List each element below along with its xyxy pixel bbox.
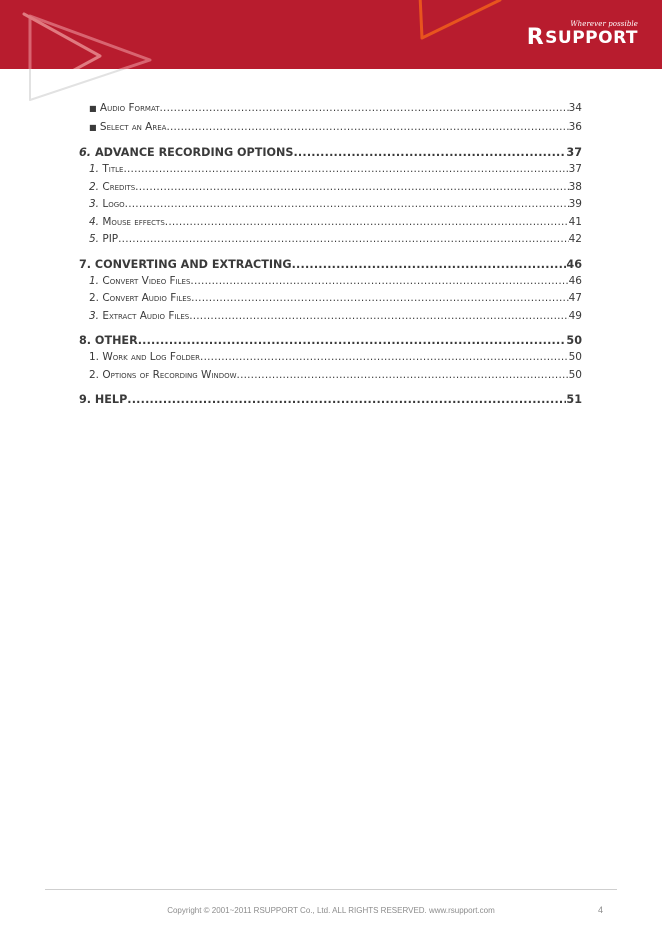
- toc-dot-leader: [165, 214, 569, 232]
- toc-entry-title: 9. HELP: [79, 393, 128, 406]
- toc-dot-leader: [123, 161, 568, 179]
- toc-page-number: 34: [568, 102, 582, 114]
- toc-entry[interactable]: [79, 273, 582, 291]
- toc-dot-leader: [293, 144, 566, 161]
- toc-page-number: 46: [568, 274, 582, 287]
- page-number: 4: [598, 905, 604, 915]
- toc-entry[interactable]: [79, 161, 582, 179]
- toc-entry-title: 2. Options of Recording Window: [89, 368, 237, 381]
- toc-page-number: 49: [568, 309, 582, 322]
- toc-entry-number: 3.: [89, 198, 100, 210]
- rsupport-logo: [527, 20, 638, 48]
- toc-page-number: 41: [568, 215, 582, 228]
- toc-dot-leader: [166, 118, 568, 136]
- toc-page-number: 50: [568, 351, 582, 363]
- toc-entry-title: 8. OTHER: [79, 334, 138, 347]
- toc-dot-leader: [292, 256, 567, 273]
- toc-dot-leader: [135, 179, 568, 197]
- toc-entry-label: [89, 196, 125, 214]
- toc-page-number: 51: [566, 393, 582, 406]
- toc-section-entry[interactable]: [79, 256, 582, 273]
- toc-page-number: 46: [566, 257, 582, 271]
- bullet-icon: ■: [89, 123, 97, 132]
- toc-entry-label: [89, 99, 160, 118]
- toc-entry-number: 2.: [89, 180, 100, 193]
- logo-wordmark: [526, 25, 638, 50]
- toc-entry-label: [89, 118, 166, 137]
- toc-entry[interactable]: [79, 196, 582, 214]
- toc-entry[interactable]: [79, 349, 582, 367]
- toc-entry-label: [79, 391, 127, 408]
- toc-entry-label: [89, 214, 165, 232]
- toc-section-entry[interactable]: [79, 332, 582, 349]
- toc-page-number: 42: [568, 233, 582, 245]
- toc-entry[interactable]: [79, 367, 582, 385]
- toc-entry-label: [79, 332, 138, 349]
- toc-entry[interactable]: [79, 179, 582, 197]
- toc-page-number: 38: [568, 180, 582, 193]
- toc-dot-leader: [191, 290, 569, 308]
- logo-tagline: Wherever possible: [570, 20, 638, 28]
- toc-dot-leader: [237, 367, 569, 385]
- toc-dot-leader: [160, 99, 569, 117]
- toc-entry-number: 1.: [89, 163, 100, 175]
- toc-entry-label: [89, 308, 189, 326]
- toc-page-number: 50: [566, 334, 582, 347]
- toc-section-entry[interactable]: [79, 144, 582, 161]
- toc-entry[interactable]: [79, 99, 582, 118]
- toc-dot-leader: [127, 391, 566, 408]
- toc-entry-number: 6.: [79, 146, 92, 159]
- toc-entry-title: 2. Convert Audio Files: [89, 292, 192, 304]
- toc-entry-title: Select an Area: [99, 121, 167, 133]
- toc-entry-title: Credits: [102, 180, 136, 193]
- toc-entry-label: [89, 161, 123, 179]
- toc-page-number: 47: [568, 292, 582, 304]
- toc-entry-label: [79, 256, 292, 273]
- toc-dot-leader: [138, 332, 567, 349]
- toc-page-number: 36: [568, 121, 582, 133]
- toc-entry-title: PIP: [102, 233, 119, 245]
- toc-entry[interactable]: [79, 290, 582, 308]
- toc-entry[interactable]: [79, 118, 582, 137]
- toc-entry-title: Logo: [102, 198, 125, 210]
- table-of-contents: [79, 99, 582, 408]
- toc-entry-number: 5.: [89, 233, 100, 245]
- toc-entry-title: 1. Work and Log Folder: [89, 351, 201, 363]
- toc-entry-number: 1.: [89, 274, 100, 287]
- toc-entry-title: ADVANCE RECORDING OPTIONS: [94, 146, 294, 159]
- toc-entry-title: Extract Audio Files: [102, 309, 190, 322]
- toc-entry-label: [89, 290, 191, 308]
- toc-page-number: 50: [568, 368, 582, 381]
- toc-entry-number: 3.: [89, 309, 100, 322]
- toc-dot-leader: [190, 273, 568, 291]
- play-triangle-outline-icon: [0, 0, 200, 110]
- toc-entry-number: 4.: [89, 215, 100, 228]
- toc-entry-label: [89, 231, 118, 249]
- toc-entry[interactable]: [79, 231, 582, 249]
- toc-entry[interactable]: [79, 308, 582, 326]
- toc-entry-title: Convert Video Files: [102, 274, 191, 287]
- logo-r-mark: R: [526, 25, 545, 50]
- toc-dot-leader: [118, 231, 568, 249]
- toc-section-entry[interactable]: [79, 391, 582, 408]
- toc-entry-label: [89, 367, 237, 385]
- toc-entry[interactable]: [79, 214, 582, 232]
- toc-entry-title: Title: [102, 163, 124, 175]
- footer-copyright: Copyright © 2001~2011 RSUPPORT Co., Ltd. ALL RIGHTS RESERVED. www.rsupport.com: [167, 906, 495, 915]
- toc-dot-leader: [200, 349, 569, 367]
- toc-entry-label: [79, 144, 293, 161]
- bullet-icon: ■: [89, 104, 97, 113]
- toc-entry-label: [89, 273, 190, 291]
- toc-dot-leader: [125, 196, 569, 214]
- toc-entry-title: Audio Format: [99, 102, 160, 114]
- toc-entry-title: 7. CONVERTING AND EXTRACTING: [79, 257, 292, 271]
- toc-page-number: 37: [568, 163, 582, 175]
- toc-entry-title: Mouse effects: [102, 215, 165, 228]
- toc-entry-label: [89, 179, 135, 197]
- logo-text: SUPPORT: [545, 28, 638, 48]
- toc-page-number: 37: [566, 146, 582, 159]
- toc-page-number: 39: [568, 198, 582, 210]
- footer-divider: [45, 889, 617, 890]
- toc-dot-leader: [189, 308, 568, 326]
- toc-entry-label: [89, 349, 200, 367]
